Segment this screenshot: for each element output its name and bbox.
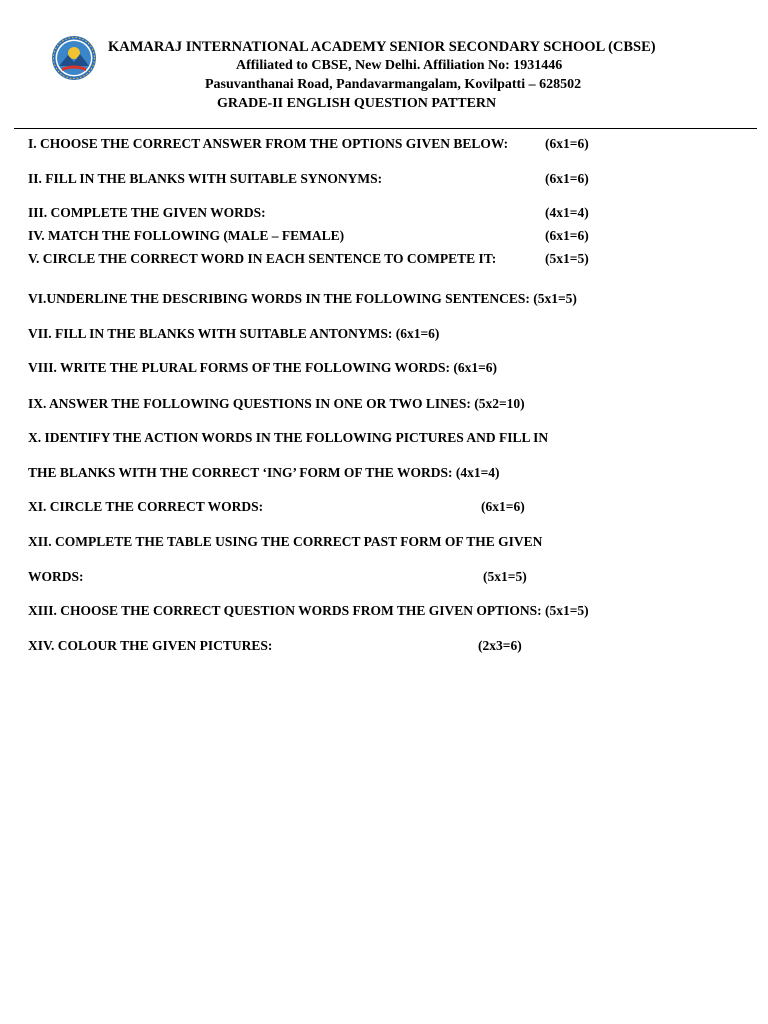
- question-13: XIII. CHOOSE THE CORRECT QUESTION WORDS FROM THE GIVEN OPTIONS: (5x1=5): [28, 603, 589, 618]
- school-logo: [50, 35, 98, 81]
- question-3: III. COMPLETE THE GIVEN WORDS:: [28, 205, 266, 220]
- address-line: Pasuvanthanai Road, Pandavarmangalam, Kovilpatti – 628502: [205, 77, 582, 92]
- question-8: VIII. WRITE THE PLURAL FORMS OF THE FOLLOWING WORDS: (6x1=6): [28, 360, 498, 375]
- affiliation-line: Affiliated to CBSE, New Delhi. Affiliation No: 1931446: [236, 58, 563, 73]
- question-4: IV. MATCH THE FOLLOWING (MALE – FEMALE): [28, 228, 345, 243]
- question-9: IX. ANSWER THE FOLLOWING QUESTIONS IN ONE OR TWO LINES: (5x2=10): [28, 396, 525, 411]
- question-14-marks: (2x3=6): [478, 638, 522, 653]
- question-14: XIV. COLOUR THE GIVEN PICTURES:: [28, 638, 273, 653]
- question-4-marks: (6x1=6): [545, 228, 589, 243]
- question-5: V. CIRCLE THE CORRECT WORD IN EACH SENTENCE TO COMPETE IT:: [28, 251, 497, 266]
- question-10-continued: THE BLANKS WITH THE CORRECT ‘ING’ FORM OF THE WORDS: (4x1=4): [28, 465, 500, 480]
- question-2-marks: (6x1=6): [545, 171, 589, 186]
- question-3-marks: (4x1=4): [545, 205, 589, 220]
- question-12: XII. COMPLETE THE TABLE USING THE CORRECT PAST FORM OF THE GIVEN: [28, 534, 543, 549]
- question-11: XI. CIRCLE THE CORRECT WORDS:: [28, 499, 264, 514]
- question-1-marks: (6x1=6): [545, 136, 589, 151]
- question-10: X. IDENTIFY THE ACTION WORDS IN THE FOLLOWING PICTURES AND FILL IN: [28, 430, 549, 445]
- question-5-marks: (5x1=5): [545, 251, 589, 266]
- question-11-marks: (6x1=6): [481, 499, 525, 514]
- page-title: GRADE-II ENGLISH QUESTION PATTERN: [217, 96, 497, 111]
- question-2: II. FILL IN THE BLANKS WITH SUITABLE SYNONYMS:: [28, 171, 383, 186]
- school-name: KAMARAJ INTERNATIONAL ACADEMY SENIOR SECONDARY SCHOOL (CBSE): [108, 39, 656, 55]
- question-1: I. CHOOSE THE CORRECT ANSWER FROM THE OPTIONS GIVEN BELOW:: [28, 136, 509, 151]
- question-7: VII. FILL IN THE BLANKS WITH SUITABLE ANTONYMS: (6x1=6): [28, 326, 440, 341]
- question-12-continued: WORDS:: [28, 569, 84, 584]
- question-6: VI.UNDERLINE THE DESCRIBING WORDS IN THE FOLLOWING SENTENCES: (5x1=5): [28, 291, 577, 306]
- question-12-marks: (5x1=5): [483, 569, 527, 584]
- header-divider: [14, 128, 757, 129]
